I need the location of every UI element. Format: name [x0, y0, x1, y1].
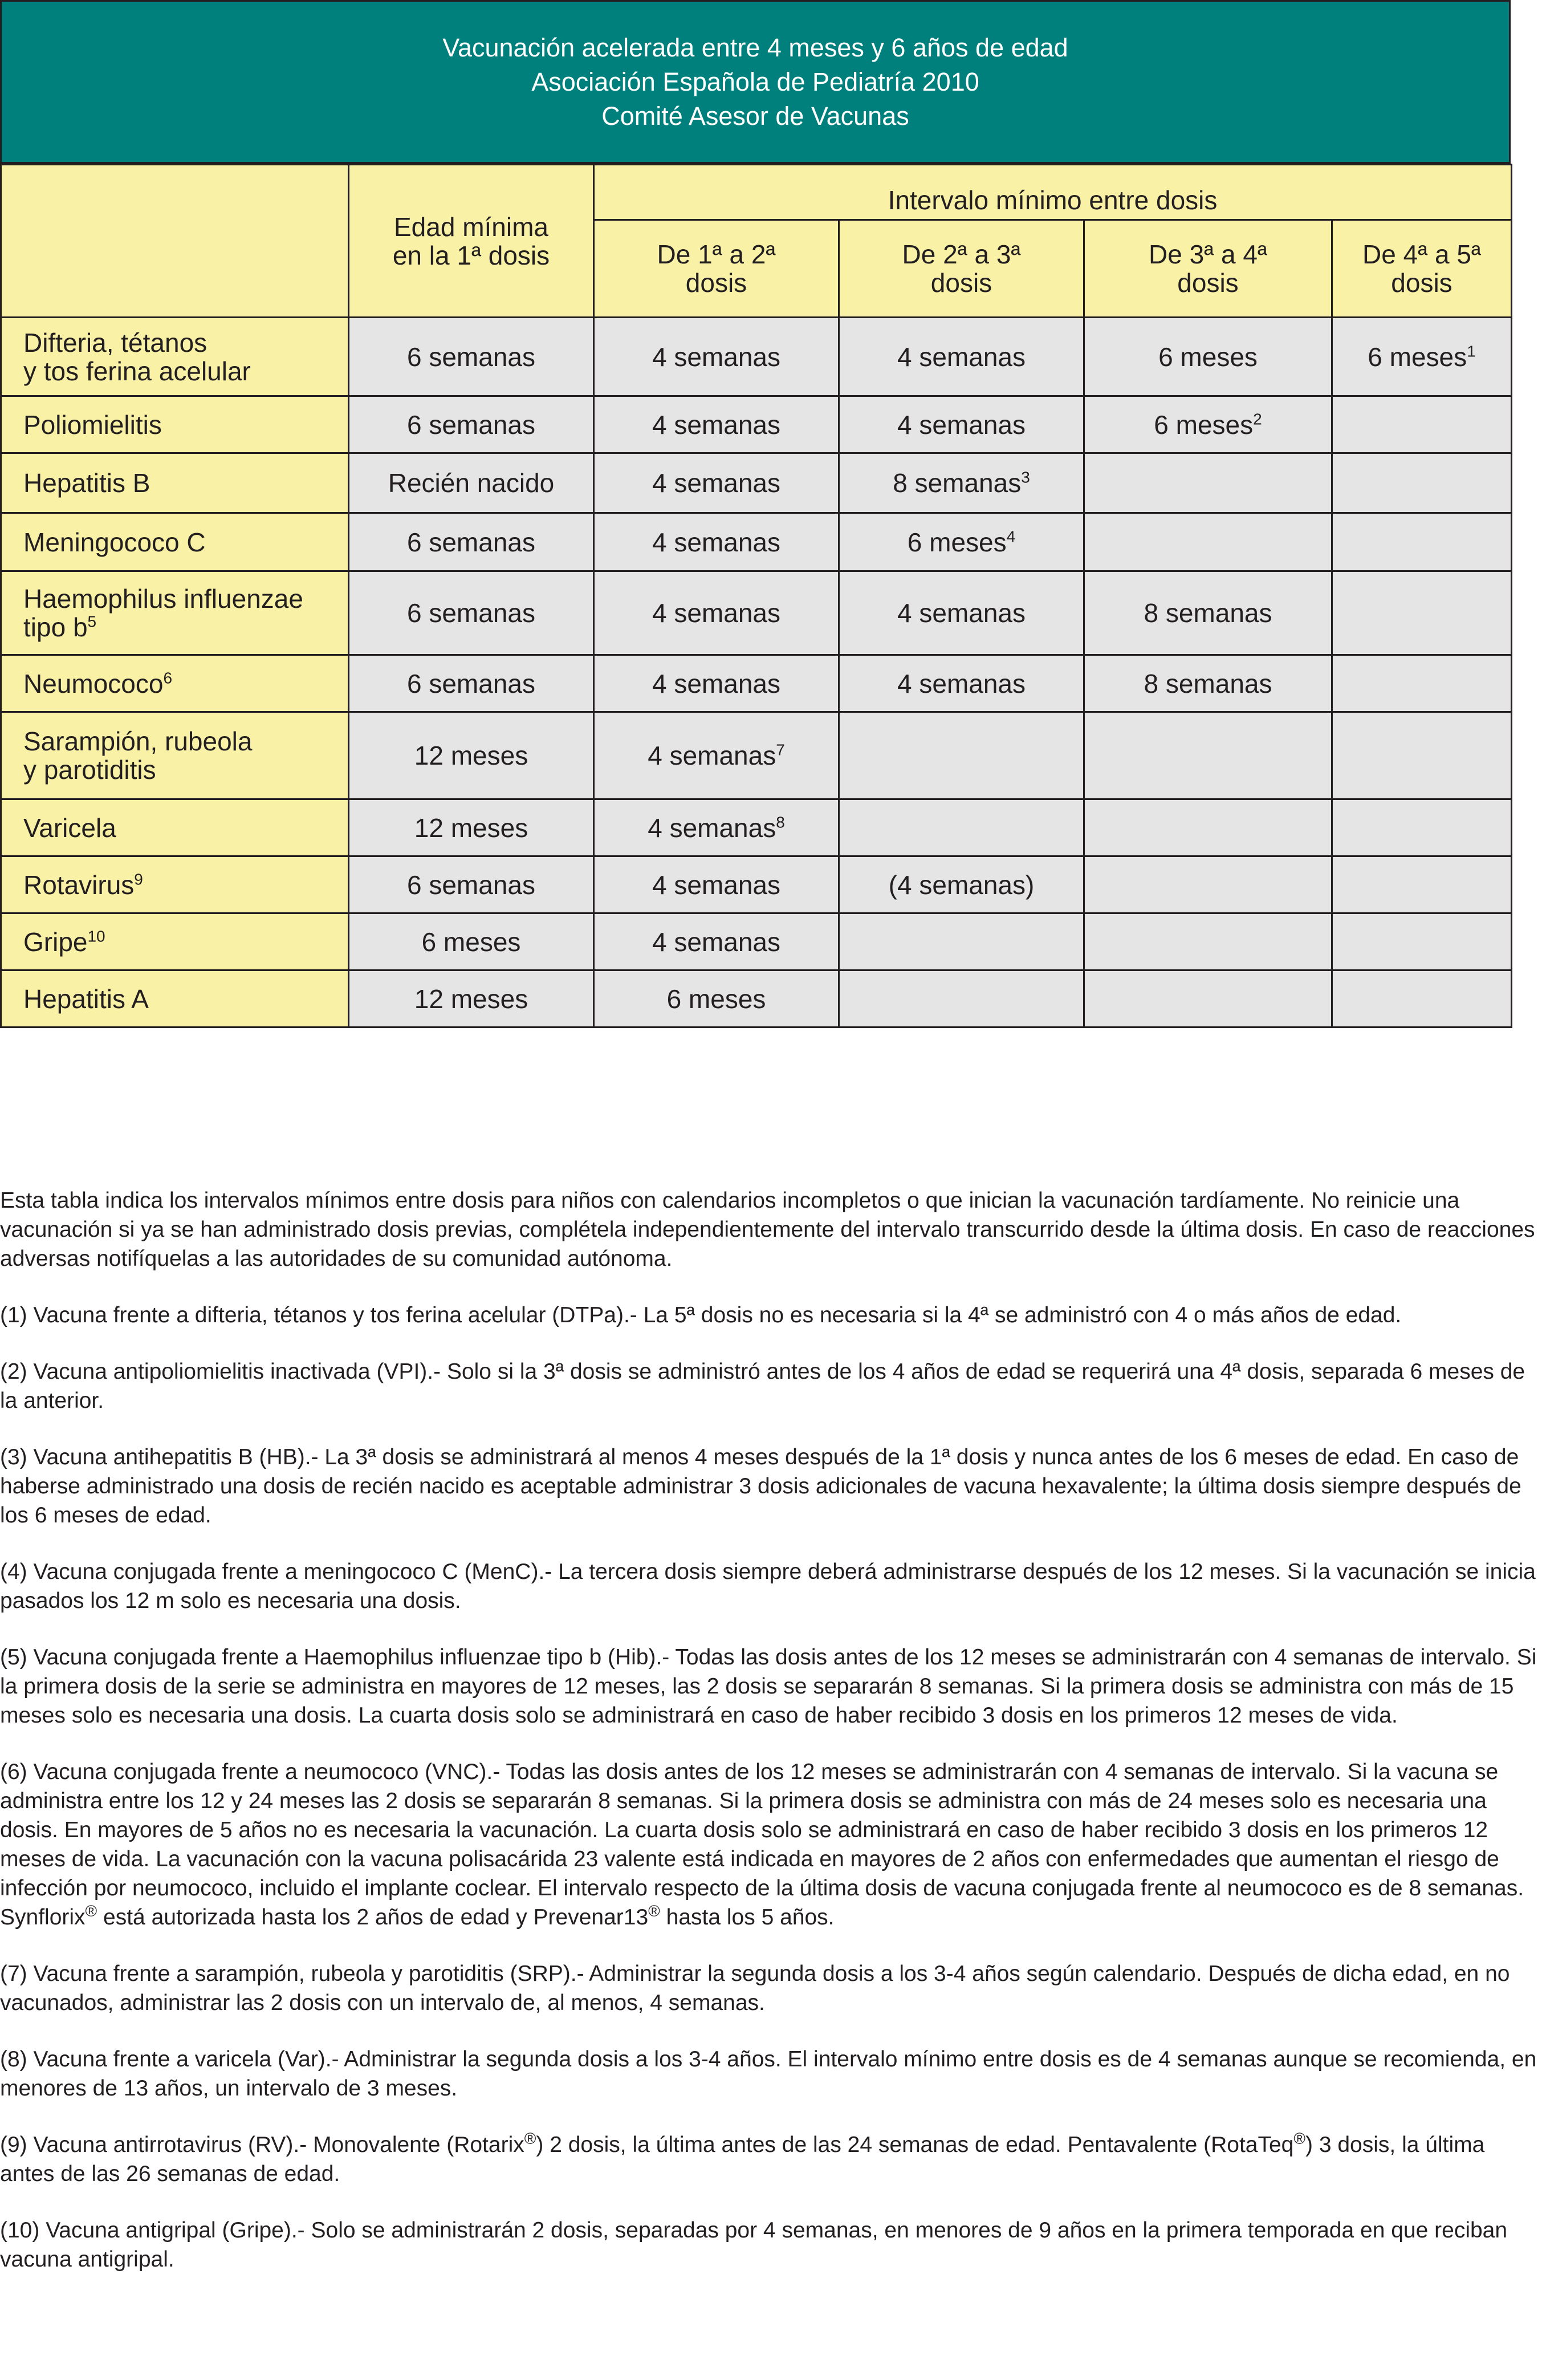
interval-cell-d34	[1084, 318, 1332, 396]
header-interval-3	[1084, 220, 1332, 318]
title-line-3: Comité Asesor de Vacunas	[601, 101, 909, 131]
interval-cell-d34	[1084, 513, 1332, 571]
interval-cell-edad	[349, 655, 594, 712]
note-6-part-b: está autorizada hasta los 2 años de edad y Prevenar13	[97, 1905, 649, 1930]
interval-cell-d23	[839, 913, 1084, 970]
interval-cell-edad	[349, 318, 594, 396]
cell-value: 6 semanas	[406, 668, 535, 698]
cell-value: 8 semanas	[1144, 668, 1272, 698]
interval-cell-d34	[1084, 970, 1332, 1027]
interval-cell-d45	[1332, 913, 1512, 970]
interval-cell-d45	[1332, 318, 1512, 396]
interval-cell-d45	[1332, 453, 1512, 513]
interval-cell-d34	[1084, 396, 1332, 453]
cell-value: 6 semanas	[406, 870, 535, 900]
header-interval-1	[594, 220, 839, 318]
cell-value: 12 meses	[414, 741, 528, 770]
interval-cell-d23	[839, 712, 1084, 799]
registered-mark: ®	[85, 1902, 97, 1920]
interval-cell-d12	[594, 396, 839, 453]
vaccine-name-text: y parotiditis	[23, 755, 156, 785]
interval-cell-d12	[594, 571, 839, 655]
vaccine-name-line-1	[23, 928, 348, 956]
vaccine-name-text: Gripe	[23, 927, 88, 957]
vaccine-name-text: Meningococo C	[23, 527, 206, 557]
vaccine-name-text: Varicela	[23, 813, 116, 843]
cell-value: 6 meses	[907, 527, 1007, 557]
note-10: (10) Vacuna antigripal (Gripe).- Solo se administrarán 2 dosis, separadas por 4 semanas, en menores de 9 años en la primera temporada en que reciban vacuna antigripal.	[0, 2218, 1508, 2272]
footnote-ref: 9	[134, 870, 143, 888]
title-line-2: Asociación Española de Pediatría 2010	[531, 67, 979, 96]
interval-cell-d34	[1084, 799, 1332, 856]
notes-intro: Esta tabla indica los intervalos mínimos entre dosis para niños con calendarios incompletos o que inician la vacunación tardíamente. No reinicie una vacunación si ya se han administrado dosis previas, complétela independientemente del intervalo transcurrido desde la última dosis. En caso de reacciones adversas notifíquelas a las autoridades de su comunidad autónoma.	[0, 1188, 1535, 1271]
interval-cell-edad	[349, 571, 594, 655]
cell-value: 6 semanas	[406, 342, 535, 372]
interval-cell-edad	[349, 856, 594, 913]
cell-value: 4 semanas	[652, 409, 780, 440]
table-row	[1, 856, 1512, 913]
vaccine-name-line-1	[23, 584, 348, 613]
vaccine-name	[1, 856, 349, 913]
interval-cell-d23	[839, 856, 1084, 913]
cell-value: 6 meses	[1368, 342, 1467, 372]
header-intervalo-minimo: Intervalo mínimo entre dosis	[594, 165, 1512, 220]
cell-value: 4 semanas	[648, 813, 776, 843]
vaccine-name-text: Sarampión, rubeola	[23, 726, 253, 756]
footnote-ref: 3	[1021, 468, 1030, 486]
cell-value: 4 semanas	[652, 342, 780, 372]
vaccine-name-line-1	[23, 328, 348, 357]
header-interval-line-1: De 2ª a 3ª	[902, 239, 1021, 269]
cell-value: 6 semanas	[406, 409, 535, 440]
interval-cell-d23	[839, 453, 1084, 513]
interval-cell-d45	[1332, 396, 1512, 453]
cell-value: 6 meses	[421, 927, 521, 957]
table-row	[1, 318, 1512, 396]
vaccine-name-text: tipo b	[23, 612, 88, 642]
interval-cell-d34	[1084, 712, 1332, 799]
cell-value: 4 semanas	[652, 468, 780, 498]
interval-cell-d23	[839, 970, 1084, 1027]
vaccine-name	[1, 913, 349, 970]
cell-value: 6 meses	[1154, 409, 1254, 440]
interval-cell-d45	[1332, 970, 1512, 1027]
cell-value: 4 semanas	[897, 409, 1026, 440]
header-interval-2	[839, 220, 1084, 318]
footnote-ref: 7	[776, 741, 785, 759]
interval-cell-d45	[1332, 655, 1512, 712]
footnote-ref: 8	[776, 813, 785, 831]
interval-cell-d12	[594, 513, 839, 571]
note-9	[0, 2130, 1539, 2188]
footnote-ref: 6	[163, 669, 173, 687]
cell-value: 6 meses	[1158, 342, 1258, 372]
cell-value: 4 semanas	[652, 927, 780, 957]
registered-mark: ®	[524, 2130, 536, 2147]
header-edad-line-1: Edad mínima	[393, 212, 548, 242]
vaccine-name-line-1	[23, 871, 348, 899]
cell-value: 4 semanas	[652, 870, 780, 900]
vaccine-name-text: Hepatitis B	[23, 468, 150, 498]
interval-cell-d12	[594, 453, 839, 513]
table-row	[1, 396, 1512, 453]
interval-cell-edad	[349, 970, 594, 1027]
vaccine-name-line-1	[23, 669, 348, 698]
note-2: (2) Vacuna antipoliomielitis inactivada (VPI).- Solo si la 3ª dosis se administró antes de los 4 años de edad se requerirá una 4ª dosis, separada 6 meses de la anterior.	[0, 1359, 1525, 1413]
cell-value: 12 meses	[414, 984, 528, 1014]
footnote-ref: 4	[1006, 527, 1016, 546]
title-line-1: Vacunación acelerada entre 4 meses y 6 años de edad	[442, 33, 1068, 62]
header-interval-line-2: dosis	[1177, 268, 1239, 298]
note-5: (5) Vacuna conjugada frente a Haemophilus influenzae tipo b (Hib).- Todas las dosis antes de los 12 meses se administrarán con 4 semanas de intervalo. Si la primera dosis de la serie se administra en mayores de 12 meses, las 2 dosis se separarán 8 semanas. Si la primera dosis se administra con más de 15 meses solo es necesaria una dosis. La cuarta dosis solo se administrará en caso de haber recibido 3 dosis en los primeros 12 meses de vida.	[0, 1645, 1537, 1728]
table-row	[1, 513, 1512, 571]
note-3: (3) Vacuna antihepatitis B (HB).- La 3ª dosis se administrará al menos 4 meses después de la 1ª dosis y nunca antes de los 6 meses de edad. En caso de haberse administrado una dosis de recién nacido es aceptable administrar 3 dosis adicionales de vacuna hexavalente; la última dosis siempre después de los 6 meses de edad.	[0, 1445, 1521, 1528]
interval-cell-d23	[839, 513, 1084, 571]
header-edad-line-2: en la 1ª dosis	[392, 240, 550, 270]
interval-cell-d23	[839, 396, 1084, 453]
cell-value: 6 meses	[666, 984, 766, 1014]
vaccine-name-line-1	[23, 411, 348, 439]
vaccine-name	[1, 318, 349, 396]
interval-cell-edad	[349, 396, 594, 453]
vaccine-name	[1, 453, 349, 513]
interval-cell-d23	[839, 799, 1084, 856]
header-interval-4	[1332, 220, 1512, 318]
interval-cell-d12	[594, 970, 839, 1027]
cell-value: 4 semanas	[648, 741, 776, 770]
interval-cell-d23	[839, 571, 1084, 655]
interval-cell-d45	[1332, 856, 1512, 913]
header-interval-line-1: De 4ª a 5ª	[1362, 239, 1481, 269]
cell-value: 12 meses	[414, 813, 528, 843]
interval-cell-d45	[1332, 799, 1512, 856]
table-row	[1, 799, 1512, 856]
note-9-part-a: (9) Vacuna antirrotavirus (RV).- Monovalente (Rotarix	[0, 2133, 524, 2157]
vaccine-name-line-2	[23, 357, 348, 385]
note-9-part-c: ) 3 dosis, la última antes de las 26 semanas de edad.	[0, 2133, 1485, 2186]
cell-value: 4 semanas	[652, 668, 780, 698]
header-interval-line-1: De 1ª a 2ª	[657, 239, 776, 269]
registered-mark: ®	[1293, 2130, 1306, 2147]
header-vaccine-column	[1, 165, 349, 318]
cell-value: Recién nacido	[388, 468, 555, 498]
interval-cell-d34	[1084, 571, 1332, 655]
footnote-ref: 5	[87, 612, 97, 631]
vaccine-name-line-1	[23, 814, 348, 842]
interval-cell-d34	[1084, 913, 1332, 970]
vaccine-name-line-2	[23, 756, 348, 784]
note-4: (4) Vacuna conjugada frente a meningococo C (MenC).- La tercera dosis siempre deberá administrarse después de los 12 meses. Si la vacunación se inicia pasados los 12 m solo es necesaria una dosis.	[0, 1559, 1536, 1613]
vaccine-name-text: Rotavirus	[23, 870, 135, 900]
cell-value: 4 semanas	[897, 598, 1026, 628]
interval-cell-d12	[594, 799, 839, 856]
header-interval-line-2: dosis	[930, 268, 992, 298]
vaccine-name-line-2	[23, 613, 348, 641]
interval-cell-d12	[594, 318, 839, 396]
interval-cell-edad	[349, 453, 594, 513]
vaccination-table-body	[1, 318, 1512, 1027]
cell-value: 6 semanas	[406, 598, 535, 628]
vaccine-name	[1, 970, 349, 1027]
interval-cell-d34	[1084, 453, 1332, 513]
note-6	[0, 1757, 1539, 1932]
vaccine-name-line-1	[23, 985, 348, 1013]
header-interval-line-2: dosis	[1391, 268, 1453, 298]
table-row	[1, 453, 1512, 513]
cell-value: 4 semanas	[652, 527, 780, 557]
vaccine-name	[1, 712, 349, 799]
vaccine-name-text: Neumococo	[23, 668, 164, 698]
cell-value: 8 semanas	[893, 468, 1022, 498]
header-interval-line-2: dosis	[685, 268, 747, 298]
cell-value: 4 semanas	[897, 342, 1026, 372]
table-row	[1, 913, 1512, 970]
vaccine-name-text: y tos ferina acelular	[23, 356, 251, 386]
interval-cell-d12	[594, 655, 839, 712]
interval-cell-d34	[1084, 856, 1332, 913]
note-6-part-a: (6) Vacuna conjugada frente a neumococo (VNC).- Todas las dosis antes de los 12 meses se administrarán con 4 semanas de intervalo. Si la vacuna se administra entre los 12 y 24 meses las 2 dosis se separarán 8 semanas. Si la primera dosis se administra con más de 24 meses solo es necesaria una dosis. En mayores de 5 años no es necesaria la vacunación. La cuarta dosis solo se administrará en caso de haber recibido 3 dosis en los primeros 12 meses de vida. La vacunación con la vacuna polisacárida 23 valente está indicada en mayores de 2 años con enfermedades que aumentan el riesgo de infección por neumococo, incluido el implante coclear. El intervalo respecto de la última dosis de vacuna conjugada frente al neumococo es de 8 semanas. Synflorix	[0, 1760, 1524, 1930]
interval-cell-d45	[1332, 571, 1512, 655]
interval-cell-d12	[594, 712, 839, 799]
header-edad-minima	[349, 165, 594, 318]
interval-cell-edad	[349, 513, 594, 571]
interval-cell-d12	[594, 913, 839, 970]
header-interval-line-1: De 3ª a 4ª	[1149, 239, 1267, 269]
table-title-banner	[0, 0, 1511, 164]
vaccine-name-text: Difteria, tétanos	[23, 327, 208, 358]
vaccine-name	[1, 799, 349, 856]
note-7: (7) Vacuna frente a sarampión, rubeola y parotiditis (SRP).- Administrar la segunda dosis a los 3-4 años según calendario. Después de dicha edad, en no vacunados, administrar las 2 dosis con un intervalo de, al menos, 4 semanas.	[0, 1961, 1510, 2015]
vaccine-name	[1, 655, 349, 712]
interval-cell-d45	[1332, 712, 1512, 799]
interval-cell-d12	[594, 856, 839, 913]
interval-cell-edad	[349, 712, 594, 799]
vaccine-name-line-1	[23, 469, 348, 497]
vaccine-name-text: Haemophilus influenzae	[23, 584, 303, 614]
cell-value: 4 semanas	[897, 668, 1026, 698]
interval-cell-d23	[839, 655, 1084, 712]
cell-value: 4 semanas	[652, 598, 780, 628]
table-row	[1, 571, 1512, 655]
footnote-ref: 2	[1253, 410, 1262, 428]
registered-mark: ®	[648, 1902, 660, 1920]
vaccine-name-line-1	[23, 528, 348, 557]
table-row	[1, 712, 1512, 799]
table-row	[1, 970, 1512, 1027]
note-8: (8) Vacuna frente a varicela (Var).- Administrar la segunda dosis a los 3-4 años. El intervalo mínimo entre dosis es de 4 semanas aunque se recomienda, en menores de 13 años, un intervalo de 3 meses.	[0, 2047, 1537, 2101]
interval-cell-d45	[1332, 513, 1512, 571]
interval-cell-d34	[1084, 655, 1332, 712]
note-6-part-c: hasta los 5 años.	[660, 1905, 835, 1930]
vaccination-table	[0, 164, 1512, 1028]
note-1: (1) Vacuna frente a difteria, tétanos y tos ferina acelular (DTPa).- La 5ª dosis no es necesaria si la 4ª se administró con 4 o más años de edad.	[0, 1303, 1402, 1327]
vaccine-name	[1, 513, 349, 571]
vaccine-name	[1, 396, 349, 453]
vaccine-name-line-1	[23, 727, 348, 756]
interval-cell-d23	[839, 318, 1084, 396]
table-row	[1, 655, 1512, 712]
cell-value: (4 semanas)	[888, 870, 1035, 900]
interval-cell-edad	[349, 913, 594, 970]
footnotes	[0, 1186, 1539, 2301]
cell-value: 8 semanas	[1144, 598, 1272, 628]
vaccine-name-text: Poliomielitis	[23, 409, 162, 440]
footnote-ref: 1	[1467, 342, 1476, 360]
vaccine-name-text: Hepatitis A	[23, 984, 149, 1014]
note-9-part-b: ) 2 dosis, la última antes de las 24 semanas de edad. Pentavalente (RotaTeq	[536, 2133, 1294, 2157]
footnote-ref: 10	[87, 927, 105, 945]
interval-cell-edad	[349, 799, 594, 856]
cell-value: 6 semanas	[406, 527, 535, 557]
vaccine-name	[1, 571, 349, 655]
